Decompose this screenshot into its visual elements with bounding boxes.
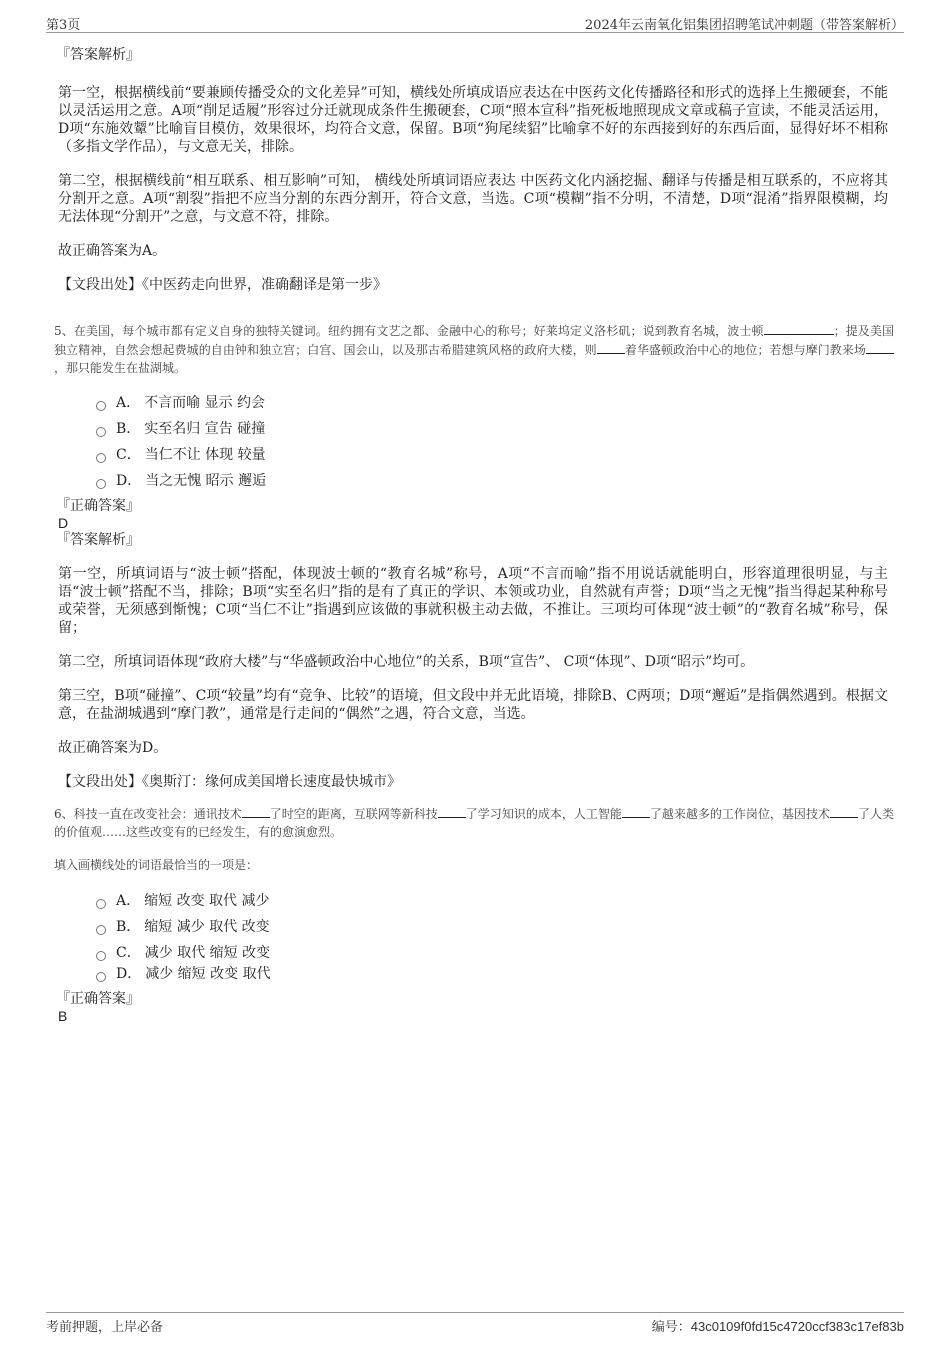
answer-blank (622, 806, 650, 818)
radio-button[interactable] (96, 427, 106, 437)
page-footer (46, 1312, 904, 1337)
source-citation (58, 276, 888, 294)
page-content (54, 46, 894, 1025)
answer-conclusion: 故正确答案为A。 (58, 243, 167, 259)
correct-answer: D (58, 514, 69, 531)
question-6-stem: 6、科技一直在改变社会：通讯技术 了时空的距离，互联网等新科技 了学习知识的成本，人工智能 了越来越多的工作岗位，基因技术 了人类的价值观……这些改变有的已经发生，有的愈演愈烈。 (54, 806, 894, 839)
radio-button[interactable] (96, 401, 106, 411)
option-d[interactable]: D． 当之无愧 昭示 邂逅 (96, 472, 888, 490)
answer-blank (438, 806, 466, 818)
option-c[interactable]: C． 减少 取代 缩短 改变 (96, 944, 888, 962)
radio-button[interactable] (96, 972, 106, 982)
option-d[interactable]: D． 减少 缩短 改变 取代 (96, 965, 888, 983)
question-6-options (96, 892, 888, 983)
option-a[interactable]: A． 不言而喻 显示 约会 (96, 394, 888, 412)
analysis-paragraph: 第二空，根据横线前“相互联系、相互影响”可知， 横线处所填词语应表达 中医药文化内涵挖掘、翻译与传播是相互联系的，不应将其分割开之意。A项“割裂”指把不应当分割的东西分割开，符合文意，当选。C项“模糊”指不分明，不清楚，D项“混淆”指界限模糊，均无法体现“分割开”之意，与文意不符，排除。 (58, 173, 888, 225)
radio-button[interactable] (96, 899, 106, 909)
correct-answer: B (58, 1007, 68, 1024)
answer-blank (764, 323, 834, 335)
option-b[interactable]: B． 缩短 减少 取代 改变 (96, 918, 888, 936)
source-label: 【文段出处】 (58, 773, 142, 790)
answer-blank (866, 342, 894, 354)
radio-button[interactable] (96, 951, 106, 961)
radio-button[interactable] (96, 925, 106, 935)
analysis-paragraph: 第二空，所填词语体现“政府大楼”与“华盛顿政治中心地位”的关系，B项“宣告”、 C项“体现”、D项“昭示”均可。 (58, 653, 755, 670)
document-title: 2024年云南氧化铝集团招聘笔试冲刺题（带答案解析） (584, 18, 904, 33)
footer-slogan: 考前押题，上岸必备 (46, 1320, 164, 1335)
analysis-label: 『答案解析』 (56, 531, 140, 548)
question-5-options (96, 394, 888, 490)
correct-answer-label: 『正确答案』 (56, 990, 140, 1007)
answer-blank (830, 806, 858, 818)
document-code: 编号：43c0109f0fd15c4720ccf383c17ef83b (651, 1319, 904, 1335)
page-header (46, 12, 904, 33)
source-citation (58, 773, 888, 791)
answer-blank (597, 342, 625, 354)
analysis-label: 『答案解析』 (56, 47, 140, 63)
analysis-paragraph: 第三空，B项“碰撞”、C项“较量”均有“竞争、比较”的语境，但文段中并无此语境，排除B、C两项；D项“邂逅”是指偶然遇到。根据文意，在盐湖城遇到“摩门教”，通常是行走间的“偶然”之遇，符合文意，当选。 (58, 687, 888, 722)
analysis-paragraph: 第一空，根据横线前“要兼顾传播受众的文化差异”可知，横线处所填成语应表达在中医药文化传播路径和形式的选择上生搬硬套，不能以灵活运用之意。A项“削足适履”形容过分迁就现成条件生搬硬套，C项“照本宣科”指死板地照现成文章或稿子宣读，不能灵活运用，D项“东施效颦”比喻盲目模仿，效果很坏，均符合文意，保留。B项“狗尾续貂”比喻拿不好的东西接到好的东西后面，显得好坏不相称（多指文学作品），与文意无关，排除。 (58, 85, 888, 155)
source-text: 《中医药走向世界，准确翻译是第一步》 (142, 277, 387, 293)
question-5-stem: 5、在美国，每个城市都有定义自身的独特关键词。纽约拥有文艺之都、金融中心的称号；好莱坞定义洛杉矶；说到教育名城，波士顿 ；提及美国独立精神，自然会想起费城的自由钟和独立宫；白宫、国会山，以及那古希腊建筑风格的政府大楼，则 着华盛顿政治中心的地位；若想与摩门教来场，那只能发生在盐湖城。 (54, 324, 894, 375)
page-number: 第3页 (46, 18, 81, 33)
source-text: 《奥斯汀：缘何成美国增长速度最快城市》 (142, 773, 401, 790)
answer-blank (242, 806, 270, 818)
radio-button[interactable] (96, 479, 106, 489)
answer-conclusion: 故正确答案为D。 (58, 739, 168, 756)
option-c[interactable]: C． 当仁不让 体现 较量 (96, 446, 888, 464)
correct-answer-label: 『正确答案』 (56, 497, 140, 514)
radio-button[interactable] (96, 453, 106, 463)
option-a[interactable]: A． 缩短 改变 取代 减少 (96, 892, 888, 910)
question-6-instruction: 填入画横线处的词语最恰当的一项是： (54, 857, 259, 872)
source-label: 【文段出处】 (58, 277, 142, 293)
option-b[interactable]: B． 实至名归 宣告 碰撞 (96, 420, 888, 438)
analysis-paragraph: 第一空，所填词语与“波士顿”搭配，体现波士顿的“教育名城”称号，A项“不言而喻”指不用说话就能明白，形容道理很明显，与主语“波士顿”搭配不当，排除；B项“实至名归”指的是有了真正的学识、本领或功业，自然就有声誉；D项“当之无愧”指当得起某种称号或荣誉，无须感到惭愧；C项“当仁不让”指遇到应该做的事就积极主动去做，不推让。三项均可体现“波士顿”的“教育名城”称号，保留； (58, 565, 888, 636)
